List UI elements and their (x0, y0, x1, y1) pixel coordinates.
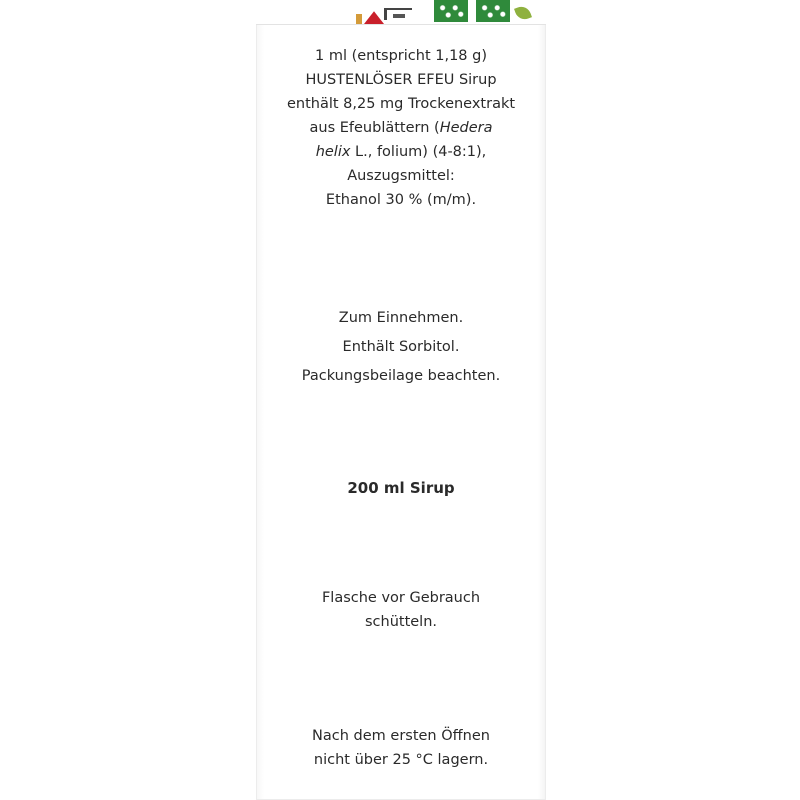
composition-line (256, 116, 546, 140)
top-flap-green-label (476, 0, 510, 22)
usage-line: Enthält Sorbitol. (342, 339, 460, 355)
leaf-icon (514, 4, 532, 22)
shake-line: Flasche vor Gebrauch (321, 590, 481, 606)
shake-instruction (256, 586, 546, 634)
package-top-flap (256, 0, 546, 25)
composition-line: enthält 8,25 mg Trockenextrakt (286, 96, 516, 112)
storage-line: Nach dem ersten Öffnen (312, 728, 490, 744)
usage-line: Zum Einnehmen. (338, 310, 464, 326)
usage-text (256, 304, 546, 391)
content-amount (256, 476, 546, 500)
top-flap-orange-bar (356, 14, 362, 24)
shake-line: schütteln. (364, 614, 438, 630)
composition-line (256, 140, 546, 164)
composition-line: HUSTENLÖSER EFEU Sirup (305, 72, 497, 88)
content-amount-text: 200 ml Sirup (347, 479, 455, 497)
composition-line: Auszugsmittel: (347, 168, 455, 184)
composition-line: Ethanol 30 % (m/m). (325, 192, 477, 208)
composition-latin-name: Hedera (439, 120, 493, 136)
composition-text (256, 44, 546, 212)
storage-line: nicht über 25 °C lagern. (313, 752, 489, 768)
top-flap-red-mark (364, 8, 384, 24)
composition-line-part: L., folium) (4-8:1), (350, 144, 487, 160)
composition-line: 1 ml (entspricht 1,18 g) (314, 48, 487, 64)
storage-instruction (256, 724, 546, 772)
composition-latin-name: helix (315, 144, 351, 160)
top-flap-dark-mark (384, 8, 412, 20)
usage-line: Packungsbeilage beachten. (301, 368, 501, 384)
top-flap-green-label (434, 0, 468, 22)
composition-line-part: aus Efeublättern ( (309, 120, 440, 136)
